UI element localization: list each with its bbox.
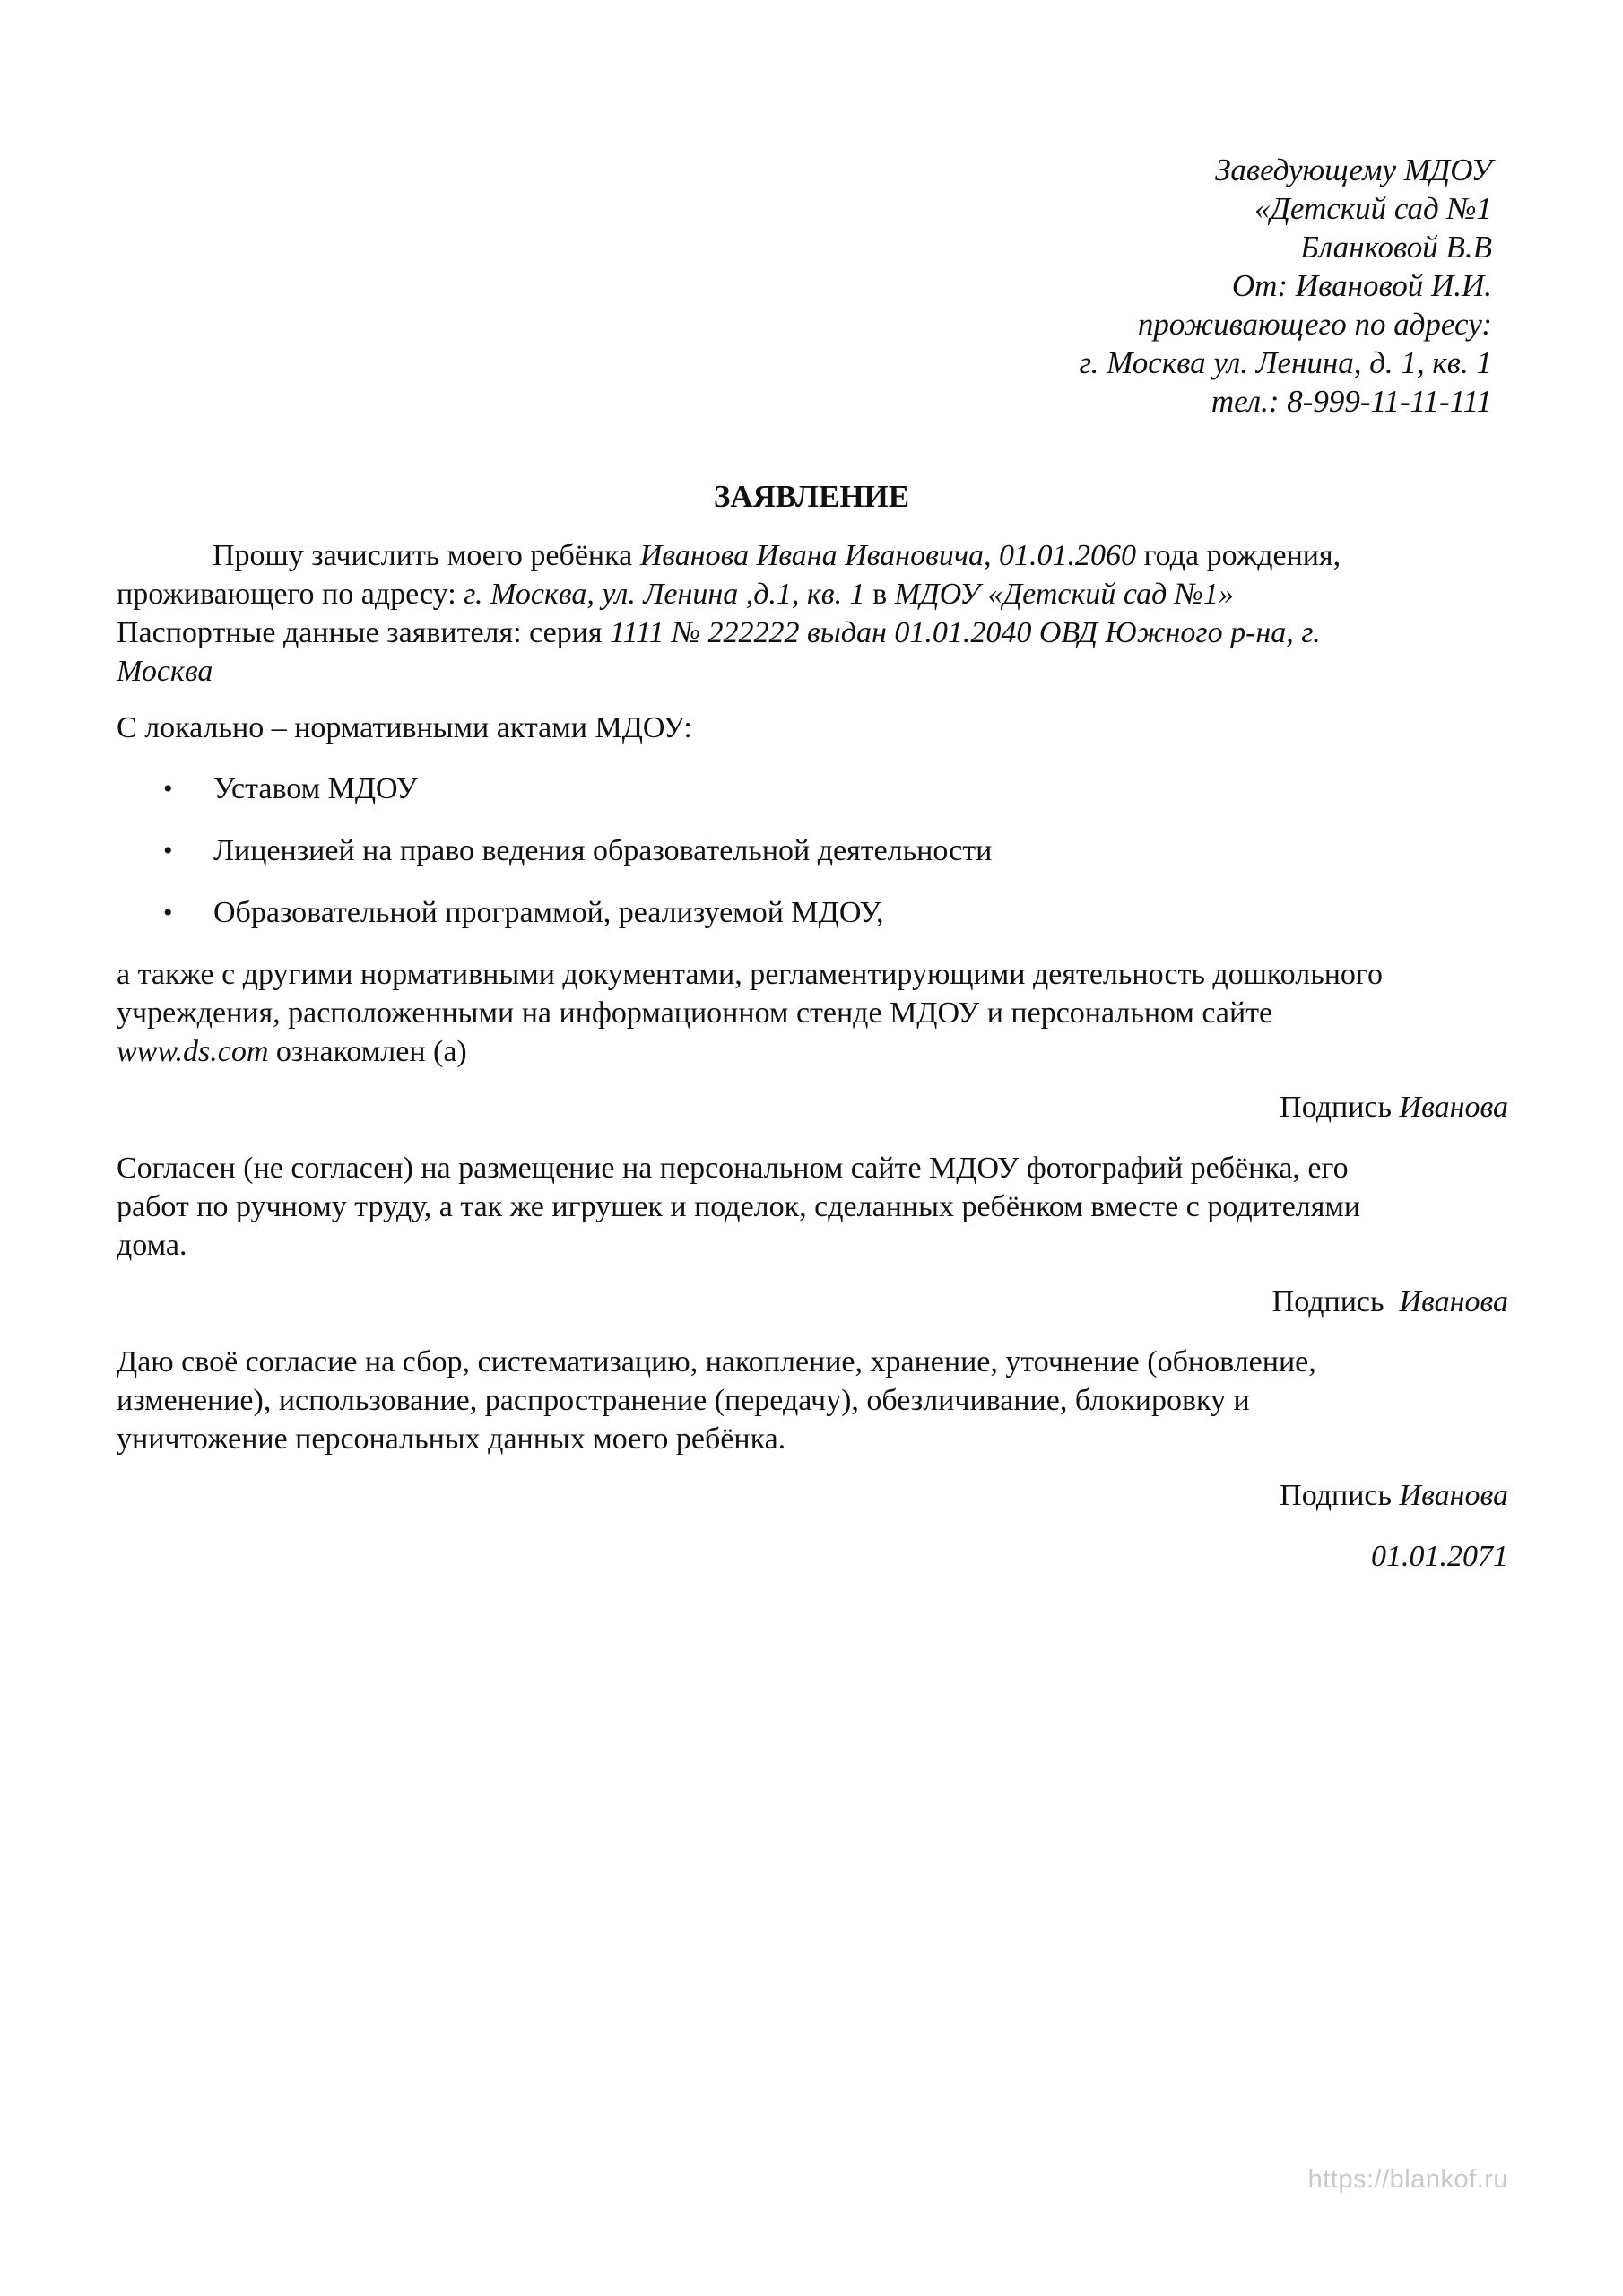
- consent-line: дома.: [117, 1229, 187, 1262]
- list-item: [117, 831, 1372, 870]
- passport-city: Москва: [117, 655, 213, 688]
- addressee-line: г. Москва ул. Ленина, д. 1, кв. 1: [1079, 345, 1492, 380]
- document-title: ЗАЯВЛЕНИЕ: [713, 479, 910, 514]
- request-text: в: [864, 578, 895, 611]
- also-tail: ознакомлен (а): [268, 1035, 467, 1068]
- signature-label: Подпись: [1271, 1285, 1384, 1318]
- child-address: г. Москва, ул. Ленина ,д.1, кв. 1: [464, 578, 865, 611]
- signature-label: Подпись: [1280, 1091, 1393, 1124]
- consent-line: уничтожение персональных данных моего ребёнка.: [117, 1422, 786, 1456]
- request-line: [117, 536, 1509, 575]
- addressee-line: тел.: 8-999-11-11-111: [1211, 384, 1492, 419]
- acts-list: [117, 770, 1372, 955]
- consent-line: Согласен (не согласен) на размещение на персональном сайте МДОУ фотографий ребёнка, его: [117, 1152, 1349, 1185]
- list-item: [117, 770, 1372, 808]
- addressee-line: проживающего по адресу:: [1137, 307, 1492, 342]
- signature-line: [1280, 1088, 1508, 1126]
- request-text: года рождения,: [1136, 539, 1341, 572]
- addressee-line: Заведующему МДОУ: [1215, 152, 1492, 187]
- addressee-line: От: Ивановой И.И.: [1231, 268, 1492, 303]
- consent-line: изменение), использование, распространение (передачу), обезличивание, блокировку и: [117, 1384, 1250, 1417]
- site-link-text: www.ds.com: [117, 1035, 269, 1068]
- document-date: 01.01.2071: [1371, 1540, 1508, 1573]
- bullet-icon: •: [163, 774, 173, 804]
- photo-consent-paragraph: [117, 1149, 1509, 1265]
- consent-line: работ по ручному труду, а так же игрушек и поделок, сделанных ребёнком вместе с родителями: [117, 1190, 1361, 1223]
- also-line: [117, 1032, 1509, 1071]
- request-text: Прошу зачислить моего ребёнка: [213, 539, 640, 572]
- also-paragraph: [117, 955, 1509, 1071]
- also-line: а также с другими нормативными документами, регламентирующими деятельность дошкольного: [117, 958, 1383, 991]
- signature-line: [1272, 1283, 1508, 1321]
- list-item-text: Лицензией на право ведения образовательной деятельности: [213, 834, 993, 867]
- bullet-icon: •: [163, 836, 173, 865]
- signature-name: Иванова: [1399, 1479, 1508, 1512]
- signature-line: [1280, 1476, 1508, 1515]
- request-text: проживающего по адресу:: [117, 578, 464, 611]
- addressee-block: [775, 151, 1492, 421]
- addressee-line: «Детский сад №1: [1254, 191, 1492, 226]
- signature-name: Иванова: [1399, 1091, 1508, 1124]
- list-item-text: Уставом МДОУ: [213, 772, 418, 805]
- request-line: [117, 575, 1509, 613]
- list-item: [117, 893, 1372, 932]
- child-name-dob: Иванова Ивана Ивановича, 01.01.2060: [639, 539, 1137, 572]
- request-line: [117, 613, 1509, 652]
- passport-details: 1111 № 222222 выдан 01.01.2040 ОВД Южного р-на, г.: [610, 616, 1321, 649]
- acts-intro: С локально – нормативными актами МДОУ:: [117, 711, 692, 744]
- addressee-line: Бланковой В.В: [1300, 230, 1492, 265]
- also-line: учреждения, расположенными на информационном стенде МДОУ и персональном сайте: [117, 996, 1273, 1030]
- bullet-icon: •: [163, 898, 173, 927]
- watermark-text: https://blankof.ru: [1307, 2165, 1508, 2194]
- institution-name: МДОУ «Детский сад №1»: [894, 578, 1234, 611]
- list-item-text: Образовательной программой, реализуемой МДОУ,: [213, 896, 884, 929]
- signature-name: Иванова: [1399, 1285, 1508, 1318]
- consent-line: Даю своё согласие на сбор, систематизацию, накопление, хранение, уточнение (обновление,: [117, 1345, 1316, 1378]
- request-paragraph: [117, 536, 1509, 691]
- signature-label: Подпись: [1280, 1479, 1393, 1512]
- request-text: Паспортные данные заявителя: серия: [117, 616, 611, 649]
- data-consent-paragraph: [117, 1343, 1509, 1458]
